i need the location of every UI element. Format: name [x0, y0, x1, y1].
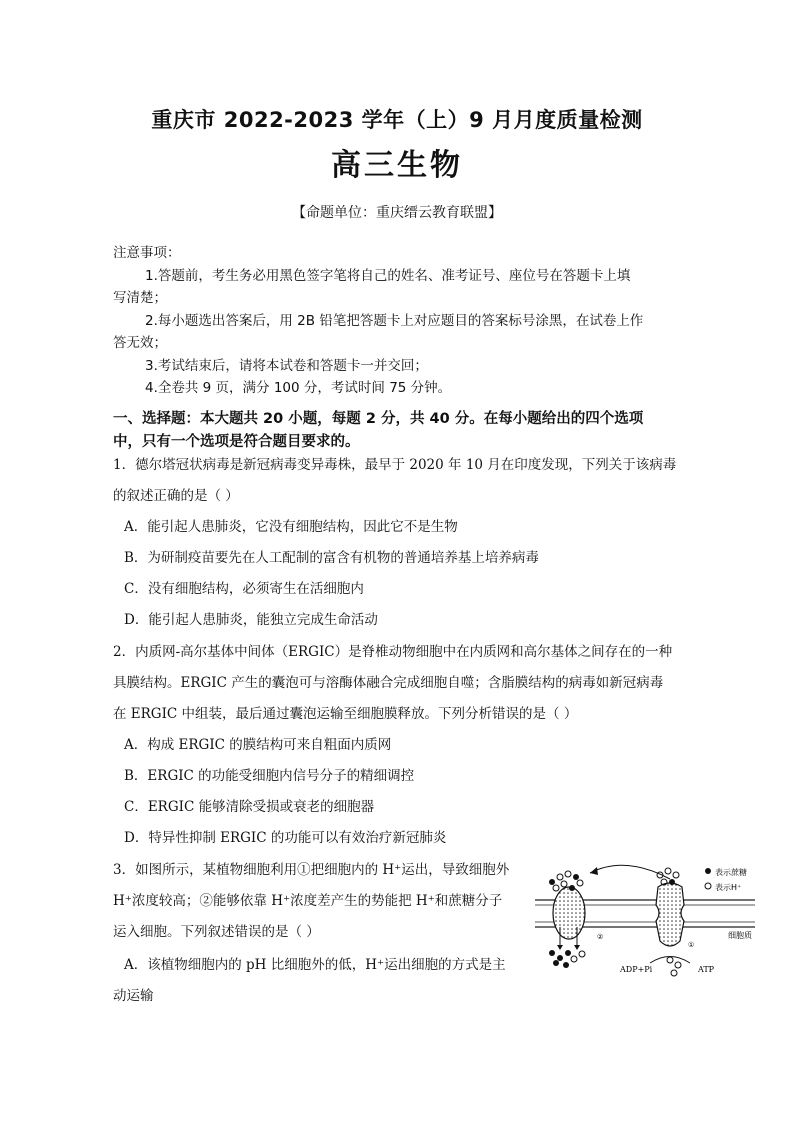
protein-1-label: ① [688, 941, 695, 949]
atp-label: ATP [698, 965, 715, 974]
notice-item-4: 4.全卷共 9 页，满分 100 分，考试时间 75 分钟。 [145, 380, 452, 396]
section-heading-line-1: 一、选择题：本大题共 20 小题，每题 2 分，共 40 分。在每小题给出的四个选项 [113, 411, 644, 427]
proton-pump-protein [656, 883, 684, 946]
notice-item-2: 2.每小题选出答案后，用 2B 铅笔把答题卡上对应题目的答案标号涂黑，在试卷上作 [145, 312, 644, 329]
q2-option-b: B．ERGIC 的功能受细胞内信号分子的精细调控 [124, 768, 415, 784]
figure-legend [705, 868, 711, 889]
exam-title: 重庆市 2022-2023 学年（上）9 月月度质量检测 [151, 108, 643, 132]
q2-option-d: D．特异性抑制 ERGIC 的功能可以有效治疗新冠肺炎 [124, 830, 447, 846]
cytoplasm-label: 细胞质 [728, 931, 752, 940]
notice-heading: 注意事项： [113, 245, 181, 261]
q1-stem-line-1: 1．德尔塔冠状病毒是新冠病毒变异毒株，最早于 2020 年 10 月在印度发现，下列关于该病毒 [113, 457, 677, 473]
q3-stem-line-1: 3．如图所示，某植物细胞利用①把细胞内的 H⁺运出，导致细胞外 [113, 862, 510, 878]
q1-option-b: B．为研制疫苗要先在人工配制的富含有机物的普通培养基上培养病毒 [124, 550, 539, 566]
q2-stem-line-1: 2．内质网-高尔基体中间体（ERGIC）是脊椎动物细胞中在内质网和高尔基体之间存在的一种 [113, 644, 673, 660]
q2-stem-line-2: 具膜结构。ERGIC 产生的囊泡可与溶酶体融合完成细胞自噬；含脂膜结构的病毒如新冠病毒 [113, 675, 664, 691]
q1-stem-line-2: 的叙述正确的是（ ） [113, 488, 239, 504]
notice-item-1-cont: 写清楚； [113, 290, 167, 306]
q1-option-a: A．能引起人患肺炎，它没有细胞结构，因此它不是生物 [124, 519, 458, 535]
q3-stem-line-3: 运入细胞。下列叙述错误的是（ ） [113, 924, 320, 940]
q3-stem-line-2: H⁺浓度较高；②能够依靠 H⁺浓度差产生的势能把 H⁺和蔗糖分子 [113, 893, 503, 909]
notice-item-3: 3.考试结束后，请将本试卷和答题卡一并交回； [145, 357, 428, 374]
q2-option-a: A．构成 ERGIC 的膜结构可来自粗面内质网 [124, 737, 392, 753]
cotransporter-protein [553, 887, 585, 939]
q1-option-c: C．没有细胞结构，必须寄生在活细胞内 [124, 581, 364, 597]
q3-option-a-cont: 动运输 [113, 988, 154, 1004]
exam-unit: 【命题单位：重庆缙云教育联盟】 [292, 205, 502, 221]
membrane-transport-figure [530, 855, 765, 985]
section-heading-line-2: 中，只有一个选项是符合题目要求的。 [113, 434, 360, 450]
adp-label: ADP+Pi [620, 965, 653, 974]
protein-2-label: ② [597, 933, 604, 941]
q2-option-c: C．ERGIC 能够清除受损或衰老的细胞器 [124, 799, 375, 815]
legend-h-label: 表示H⁺ [715, 883, 742, 892]
notice-block [113, 242, 693, 400]
notice-item-2-cont: 答无效； [113, 335, 167, 351]
notice-item-1: 1.答题前，考生务必用黑色签字笔将自己的姓名、准考证号、座位号在答题卡上填 [145, 267, 631, 284]
section-heading [113, 408, 693, 454]
exam-subject: 高三生物 [331, 148, 463, 183]
q3-option-a: A．该植物细胞内的 pH 比细胞外的低，H⁺运出细胞的方式是主 [124, 957, 506, 973]
legend-sucrose-label: 表示蔗糖 [715, 868, 747, 877]
q1-option-d: D．能引起人患肺炎，能独立完成生命活动 [124, 612, 378, 628]
q2-stem-line-3: 在 ERGIC 中组装，最后通过囊泡运输至细胞膜释放。下列分析错误的是（ ） [113, 706, 578, 722]
